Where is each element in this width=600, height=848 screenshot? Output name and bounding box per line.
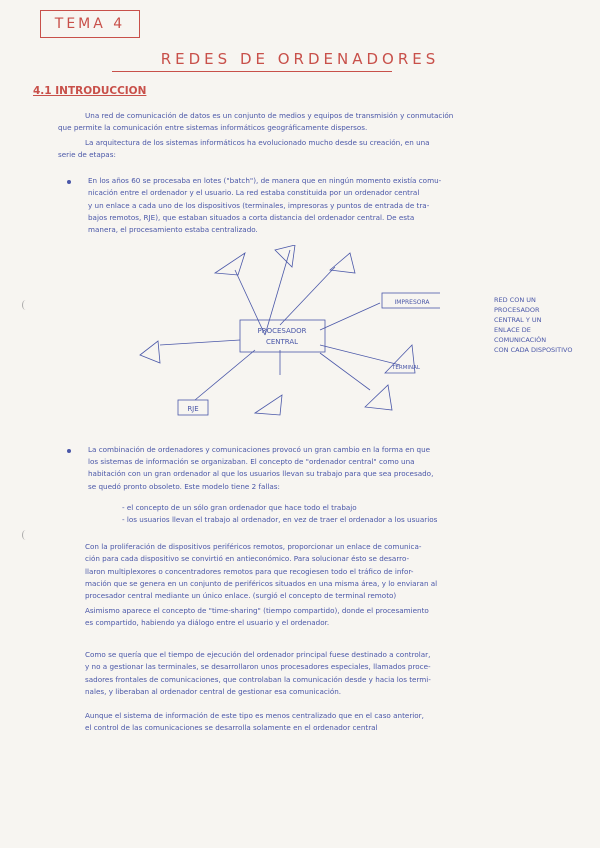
page-title: REDES DE ORDENADORES <box>160 50 440 68</box>
bullet1-line: bajos remotos, RJE), que estaban situados a corta distancia del ordenador central. De esta <box>88 213 415 222</box>
bullet2-line: habitación con un gran ordenador al que los usuarios llevan su trabajo para que sea procesado, <box>88 469 434 478</box>
para3-line: mación que se genera en un conjunto de periféricos situados en una misma área, y lo enviaran al <box>85 579 438 588</box>
bullet1-line: En los años 60 se procesaba en lotes ("batch"), de manera que en ningún momento existía comu- <box>88 176 442 185</box>
caption-line: CON CADA DISPOSITIVO <box>494 346 573 354</box>
para5-line: el control de las comunicaciones se desarrolla solamente en el ordenador central <box>85 723 378 732</box>
para5-line: Aunque el sistema de información de este tipo es menos centralizado que en el caso anterior, <box>85 711 424 720</box>
bullet2-line: La combinación de ordenadores y comunicaciones provocó un gran cambio en la forma en que <box>88 445 431 454</box>
caption-line: ENLACE DE <box>494 326 531 334</box>
rje-label: RJE <box>187 405 199 413</box>
intro-line: serie de etapas: <box>58 150 116 159</box>
para3-line: es compartido, habiendo ya diálogo entre el usuario y el ordenador. <box>85 618 330 627</box>
title-underline <box>112 71 392 72</box>
dash-item: - el concepto de un sólo gran ordenador que hace todo el trabajo <box>122 503 357 512</box>
section-heading: 4.1 INTRODUCCION <box>33 85 147 97</box>
center-label-line1: PROCESADOR <box>257 327 307 335</box>
para4-line: Como se quería que el tiempo de ejecución del ordenador principal fuese destinado a controlar, <box>85 650 431 659</box>
bullet1-line: y un enlace a cada uno de los dispositivos (terminales, impresoras y puntos de entrada de tra- <box>88 201 430 210</box>
printer-label: IMPRESORA <box>394 299 430 306</box>
intro-line: La arquitectura de los sistemas informáticos ha evolucionado mucho desde su creación, en una <box>85 138 430 147</box>
para3-line: procesador central mediante un único enlace. (surgió el concepto de terminal remoto) <box>85 591 397 600</box>
para3-line: llaron multiplexores o concentradores remotos para que recogiesen todo el tráfico de infor- <box>85 567 414 576</box>
bullet1-line: nicación entre el ordenador y el usuario. La red estaba constituida por un ordenador central <box>88 188 420 197</box>
caption-line: PROCESADOR <box>494 306 540 314</box>
tema-label: TEMA 4 <box>40 10 140 38</box>
dash-item: - los usuarios llevan el trabajo al ordenador, en vez de traer el ordenador a los usuarios <box>122 515 438 524</box>
caption-line: RED CON UN <box>494 296 536 304</box>
bullet-dot <box>67 449 71 453</box>
bullet2-line: los sistemas de información se organizaban. El concepto de "ordenador central" como una <box>88 457 415 466</box>
para4-line: sadores frontales de comunicaciones, que controlaban la comunicación desde y hacia los termi- <box>85 675 431 684</box>
bullet-dot <box>67 180 71 184</box>
para4-line: y no a gestionar las terminales, se desarrollaron unos procesadores especiales, llamados proce- <box>85 662 431 671</box>
intro-line: Una red de comunicación de datos es un conjunto de medios y equipos de transmisión y conmutación <box>85 111 454 120</box>
center-label-line2: CENTRAL <box>265 338 299 346</box>
terminal-label: TERMINAL <box>392 365 420 371</box>
bullet1-line: manera, el procesamiento estaba centralizado. <box>88 225 258 234</box>
para3-line: Con la proliferación de dispositivos periféricos remotos, proporcionar un enlace de comunica- <box>85 542 422 551</box>
intro-line: que permite la comunicación entre sistemas informáticos geográficamente dispersos. <box>58 123 368 132</box>
bullet2-line: se quedó pronto obsoleto. Este modelo tiene 2 fallas: <box>88 482 280 491</box>
diagram-caption <box>494 295 600 355</box>
caption-line: CENTRAL Y UN <box>494 316 542 324</box>
caption-line: COMUNICACIÓN <box>494 336 547 344</box>
network-diagram <box>130 245 440 425</box>
punch-hole-mark <box>22 300 29 310</box>
para4-line: nales, y liberaban al ordenador central de gestionar esa comunicación. <box>85 687 342 696</box>
para3-line: Asimismo aparece el concepto de "time-sharing" (tiempo compartido), donde el procesamiento <box>85 606 429 615</box>
punch-hole-mark <box>22 530 29 540</box>
para3-line: ción para cada dispositivo se convirtió en antieconómico. Para solucionar ésto se desarro- <box>85 554 410 563</box>
